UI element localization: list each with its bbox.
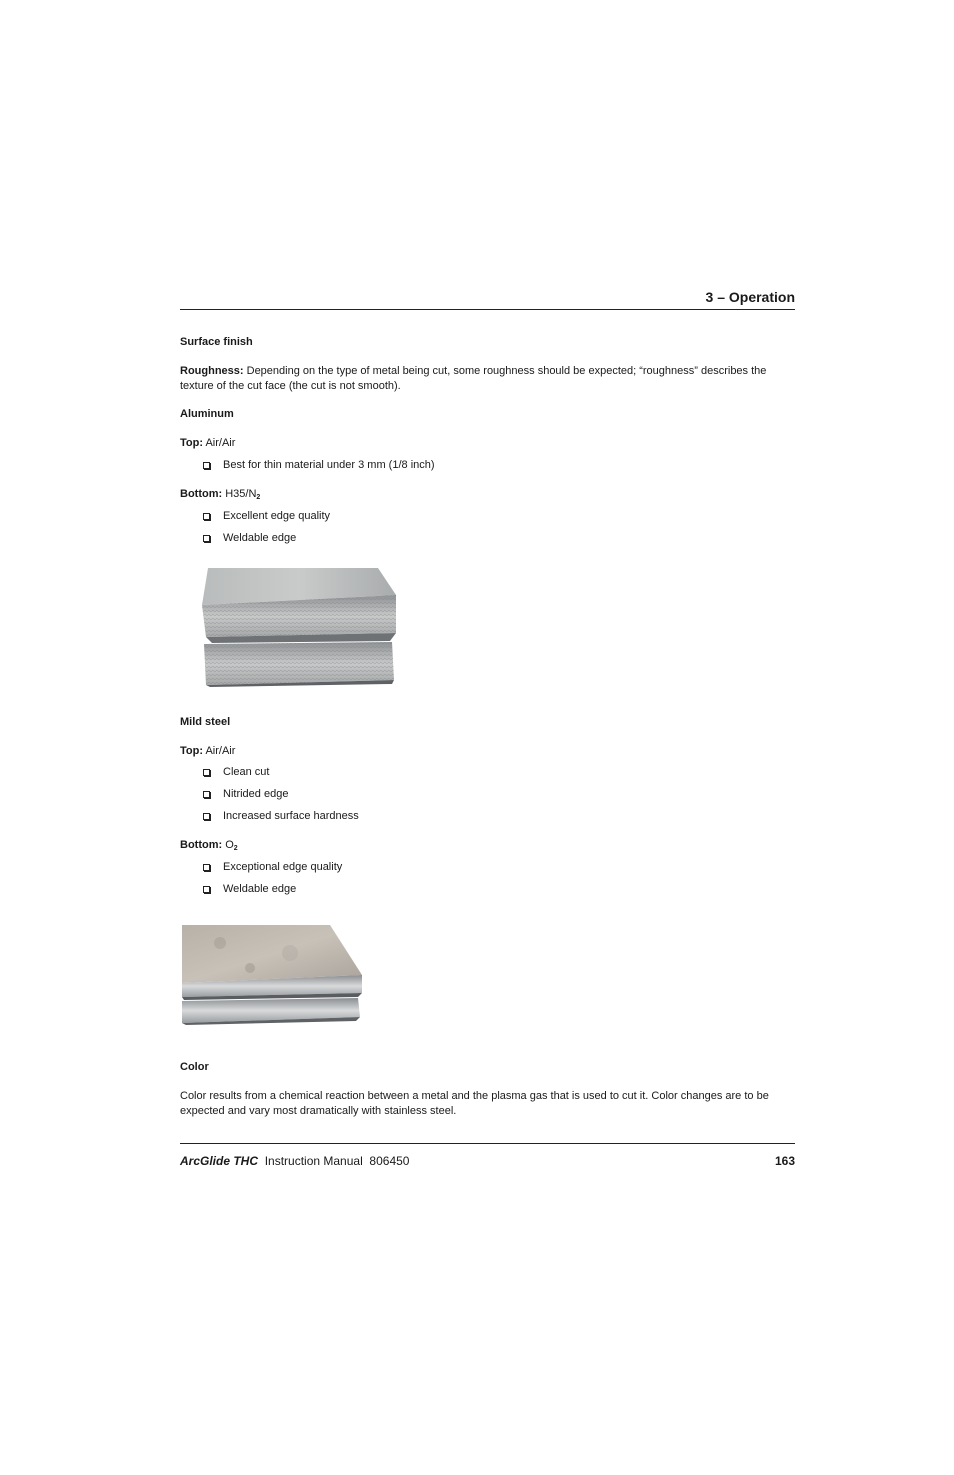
bullet-square-icon <box>203 813 210 820</box>
list-item: Increased surface hardness <box>180 809 823 824</box>
page-header <box>180 287 795 310</box>
list-item: Clean cut <box>180 765 823 780</box>
bullet-square-icon <box>203 769 210 776</box>
list-item: Best for thin material under 3 mm (1/8 inch) <box>180 458 823 473</box>
aluminum-heading: Aluminum <box>180 408 234 420</box>
aluminum-bottom: Bottom: $H35/N_2$ <box>180 488 261 501</box>
mild-steel-top <box>180 744 235 759</box>
bullet-square-icon <box>203 535 210 542</box>
footer-manual-info <box>180 1154 409 1168</box>
footer-product: ArcGlide THC <box>180 1154 259 1168</box>
page-number: 163 <box>774 1154 795 1168</box>
surface-finish-heading: Surface finish <box>180 336 253 348</box>
footer-manual: Instruction Manual <box>264 1154 363 1168</box>
mild-steel-bottom: Bottom: $O_2$ <box>180 839 238 852</box>
color-heading: Color <box>180 1061 209 1073</box>
chapter-title: 3 – Operation <box>705 289 795 305</box>
aluminum-bottom-value: H35/N <box>225 488 257 500</box>
mild-steel-heading: Mild steel <box>180 716 231 728</box>
roughness-text: Depending on the type of metal being cut, some roughness should be expected; “roughness” describes the texture of the cut face (the cut is not smooth). <box>180 365 767 392</box>
aluminum-top-value: Air/Air <box>205 437 236 449</box>
bullet-square-icon <box>203 462 210 469</box>
bullet-square-icon <box>203 791 210 798</box>
mild-steel-bottom-label: Bottom: <box>180 839 223 851</box>
bullet-square-icon <box>203 864 210 871</box>
roughness-label: Roughness: <box>180 365 244 377</box>
list-item: Excellent edge quality <box>180 509 823 524</box>
list-item: Weldable edge <box>180 882 823 897</box>
aluminum-top-label: Top: <box>180 437 204 449</box>
bullet-square-icon <box>203 513 210 520</box>
roughness-paragraph <box>180 364 795 394</box>
mild-steel-top-label: Top: <box>180 745 204 757</box>
footer-number: 806450 <box>369 1154 410 1168</box>
list-item: Nitrided edge <box>180 787 823 802</box>
aluminum-top <box>180 436 235 451</box>
mild-steel-bottom-value: O <box>225 839 234 851</box>
aluminum-cut-sample-image <box>200 565 420 690</box>
list-item: Weldable edge <box>180 531 823 546</box>
aluminum-bottom-label: Bottom: <box>180 488 223 500</box>
mild-steel-cut-sample-image <box>180 923 365 1028</box>
mild-steel-top-value: Air/Air <box>205 745 236 757</box>
bullet-square-icon <box>203 886 210 893</box>
page-footer <box>180 1143 795 1174</box>
color-paragraph: Color results from a chemical reaction between a metal and the plasma gas that is used to cut it. Color changes are to be expected and vary most dramatically with stainless steel. <box>180 1090 769 1117</box>
list-item: Exceptional edge quality <box>180 860 823 875</box>
